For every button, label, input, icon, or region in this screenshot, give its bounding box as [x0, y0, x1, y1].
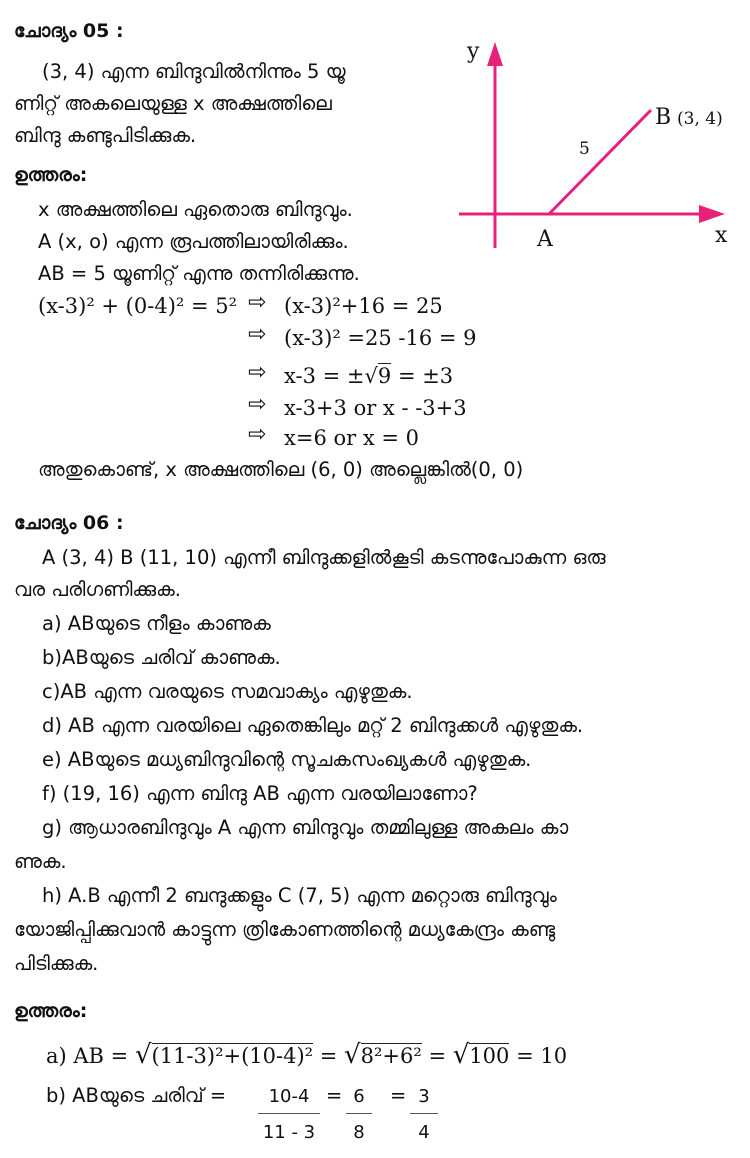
point-b-label: B [655, 105, 672, 130]
y-axis-label: y [467, 39, 480, 64]
question-06-heading: ചോദ്യം 06 : [14, 512, 124, 534]
answer-06-b-prefix: b) ABയുടെ ചരിവ് = [46, 1084, 227, 1107]
question-06-intro-1: A (3, 4) B (11, 10) എന്നീ ബിന്ദുക്കളിൽകൂടി കടന്നുപോകുന്ന ഒരു [42, 546, 606, 569]
answer-06-a: a) AB = √(11-3)²+(10-4)² = √8²+6² = √100 = 10 [46, 1040, 568, 1070]
question-06-item-e: e) ABയുടെ മധ്യബിന്ദുവിന്റെ സൂചകസംഖ്യകൾ എഴുതുക. [42, 748, 532, 771]
question-05-line-1: (3, 4) എന്ന ബിന്ദുവിൽനിന്നും 5 യൂ [42, 60, 346, 83]
coordinate-diagram [455, 30, 745, 260]
question-06-item-g: g) ആധാരബിന്ദുവും A എന്ന ബിന്ദുവും തമ്മിലുള്ള അകലം കാ [42, 816, 569, 839]
x-axis-label: x [715, 223, 728, 248]
segment-length-label: 5 [579, 139, 590, 159]
question-06-item-c: c)AB എന്ന വരയുടെ സമവാക്യം എഴുതുക. [42, 680, 413, 703]
implies-arrow-icon: ⇨ [248, 360, 267, 385]
segment-ab [549, 110, 651, 214]
question-05-line-2: ണിറ്റ് അകലെയുള്ള x അക്ഷത്തിലെ [14, 92, 332, 115]
question-06-item-b: b)ABയുടെ ചരിവ് കാണുക. [42, 646, 281, 669]
question-06-item-h-cont-2: പിടിക്കുക. [14, 952, 99, 975]
question-06-item-g-cont: ണുക. [14, 850, 67, 873]
implies-arrow-icon: ⇨ [248, 322, 267, 347]
equation-1-left: (x-3)² + (0-4)² = 5² [38, 294, 238, 318]
answer-05-heading: ഉത്തരം: [14, 164, 88, 186]
slope-fraction-1: $\frac{10-4}{11 - 3}$ [258, 1086, 320, 1143]
question-05-heading: ചോദ്യം 05 : [14, 20, 124, 42]
x-axis-arrow-icon [699, 205, 725, 223]
equation-1-right: (x-3)²+16 = 25 [284, 294, 443, 318]
question-06-item-d: d) AB എന്ന വരയിലെ ഏതെങ്കിലും മറ്റ് 2 ബിന്ദുക്കൾ എഴുതുക. [42, 714, 584, 737]
equation-4: x-3+3 or x - -3+3 [284, 396, 467, 420]
answer-05-conclusion: അതുകൊണ്ട്, x അക്ഷത്തിലെ (6, 0) അല്ലെങ്കിൽ(0, 0) [38, 458, 524, 481]
implies-arrow-icon: ⇨ [248, 392, 267, 417]
question-06-item-a: a) ABയുടെ നീളം കാണുക [42, 612, 271, 635]
answer-05-line-2: A (x, o) എന്ന രൂപത്തിലായിരിക്കും. [38, 230, 349, 253]
point-a-label: A [537, 227, 553, 252]
question-06-item-h: h) A.B എന്നീ 2 ബന്ദുക്കളും C (7, 5) എന്ന മറ്റൊരു ബിന്ദുവും [42, 884, 557, 907]
slope-fraction-2: $\frac{6}{8}$ [346, 1086, 372, 1143]
question-06-intro-2: വര പരിഗണിക്കുക. [14, 578, 181, 601]
implies-arrow-icon: ⇨ [248, 422, 267, 447]
question-06-item-h-cont-1: യോജിപ്പിക്കുവാൻ കാട്ടുന്ന ത്രികോണത്തിന്റെ മധ്യകേന്ദ്രം കണ്ടു [14, 918, 556, 941]
question-06-item-f: f) (19, 16) എന്ന ബിന്ദു AB എന്ന വരയിലാണോ? [42, 782, 478, 805]
point-b-coords: (3, 4) [677, 109, 723, 129]
slope-fraction-3: $\frac{3}{4}$ [410, 1086, 438, 1143]
implies-arrow-icon: ⇨ [248, 290, 267, 315]
question-05-line-3: ബിന്ദു കണ്ടുപിടിക്കുക. [14, 124, 197, 147]
equals-sign: = [326, 1084, 343, 1107]
equation-5: x=6 or x = 0 [284, 426, 419, 450]
equals-sign: = [390, 1084, 407, 1107]
y-axis-arrow-icon [487, 42, 503, 66]
answer-06-heading: ഉത്തരം: [14, 1000, 88, 1022]
answer-05-line-3: AB = 5 യൂണിറ്റ് എന്നു തന്നിരിക്കുന്നു. [38, 262, 360, 285]
equation-3: x-3 = ±√9 = ±3 [284, 364, 454, 388]
equation-2: (x-3)² =25 -16 = 9 [284, 326, 477, 350]
answer-05-line-1: x അക്ഷത്തിലെ ഏതൊരു ബിന്ദുവും. [38, 198, 353, 221]
